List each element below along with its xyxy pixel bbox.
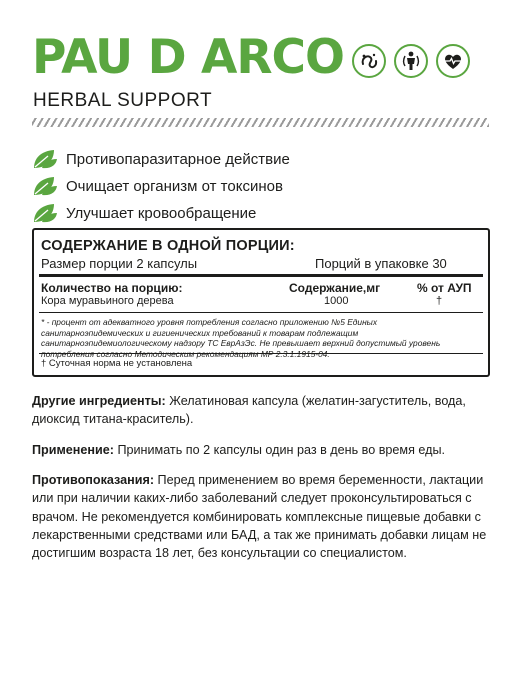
parasite-icon — [352, 44, 386, 78]
ingredient-name: Кора муравьиного дерева — [41, 295, 174, 307]
usage — [32, 441, 488, 459]
hatched-divider — [32, 118, 489, 127]
ingredient-amount: 1000 — [324, 295, 349, 307]
usage-text: Принимать по 2 капсулы один раз в день во время еды. — [113, 443, 446, 457]
benefit-item — [32, 173, 290, 199]
servings-per-pack: Порций в упаковке 30 — [315, 256, 447, 271]
product-title: PAU D ARCO — [32, 30, 344, 85]
other-ingredients-text: Желатиновая капсула (желатин-загуститель, вода, диоксид титана-краситель). — [32, 394, 466, 427]
thin-divider — [39, 312, 483, 313]
column-content: Содержание,мг — [289, 281, 381, 295]
benefit-item — [32, 200, 290, 226]
other-ingredients — [32, 392, 488, 429]
thick-divider — [39, 274, 483, 277]
facts-heading: СОДЕРЖАНИЕ В ОДНОЙ ПОРЦИИ: — [41, 238, 295, 254]
contraindications-text: Перед применением во время беременности, лактации или при наличии каких-либо заболеваний следует проконсультироваться с врачом. Не рекомендуется комбинировать комплексные пищевые добавки с лекарственными средствами или БАД, а так же принимать добавки лицам не достигшим возраста 18 лет, без консультации со специалистом. — [32, 473, 487, 560]
dagger-note: † Суточная норма не установлена — [41, 358, 193, 369]
product-subtitle: HERBAL SUPPORT — [33, 90, 213, 111]
heart-pulse-icon — [436, 44, 470, 78]
leaf-icon — [32, 148, 58, 170]
column-aup: % от АУП — [417, 281, 472, 295]
ingredient-aup: † — [436, 295, 443, 307]
feature-icons — [352, 44, 470, 78]
serving-size: Размер порции 2 капсулы — [41, 256, 198, 271]
body-icon — [394, 44, 428, 78]
footnote: * - процент от адекватного уровня потребления согласно приложению №5 Единых санитарноэпидемических и гигиенических требований к товарам подлежащим санитарноэпидемиологическому надзору ТС ЕврАзЭс. Не превышает верхний допустимый уровень — [41, 317, 441, 348]
other-ingredients-label: Другие ингредиенты: — [32, 394, 166, 408]
contraindications-label: Противопоказания: — [32, 473, 155, 487]
contraindications — [32, 471, 488, 562]
leaf-icon — [32, 175, 58, 197]
thin-divider — [39, 353, 483, 354]
column-quantity: Количество на порцию: — [41, 281, 183, 295]
benefits-list — [32, 146, 290, 227]
usage-label: Применение: — [32, 443, 114, 457]
benefit-item — [32, 146, 290, 172]
benefit-text: Противопаразитарное действие — [66, 150, 290, 168]
supplement-facts-table — [32, 228, 490, 377]
leaf-icon — [32, 202, 58, 224]
benefit-text: Улучшает кровообращение — [66, 204, 257, 222]
benefit-text: Очищает организм от токсинов — [66, 177, 283, 195]
